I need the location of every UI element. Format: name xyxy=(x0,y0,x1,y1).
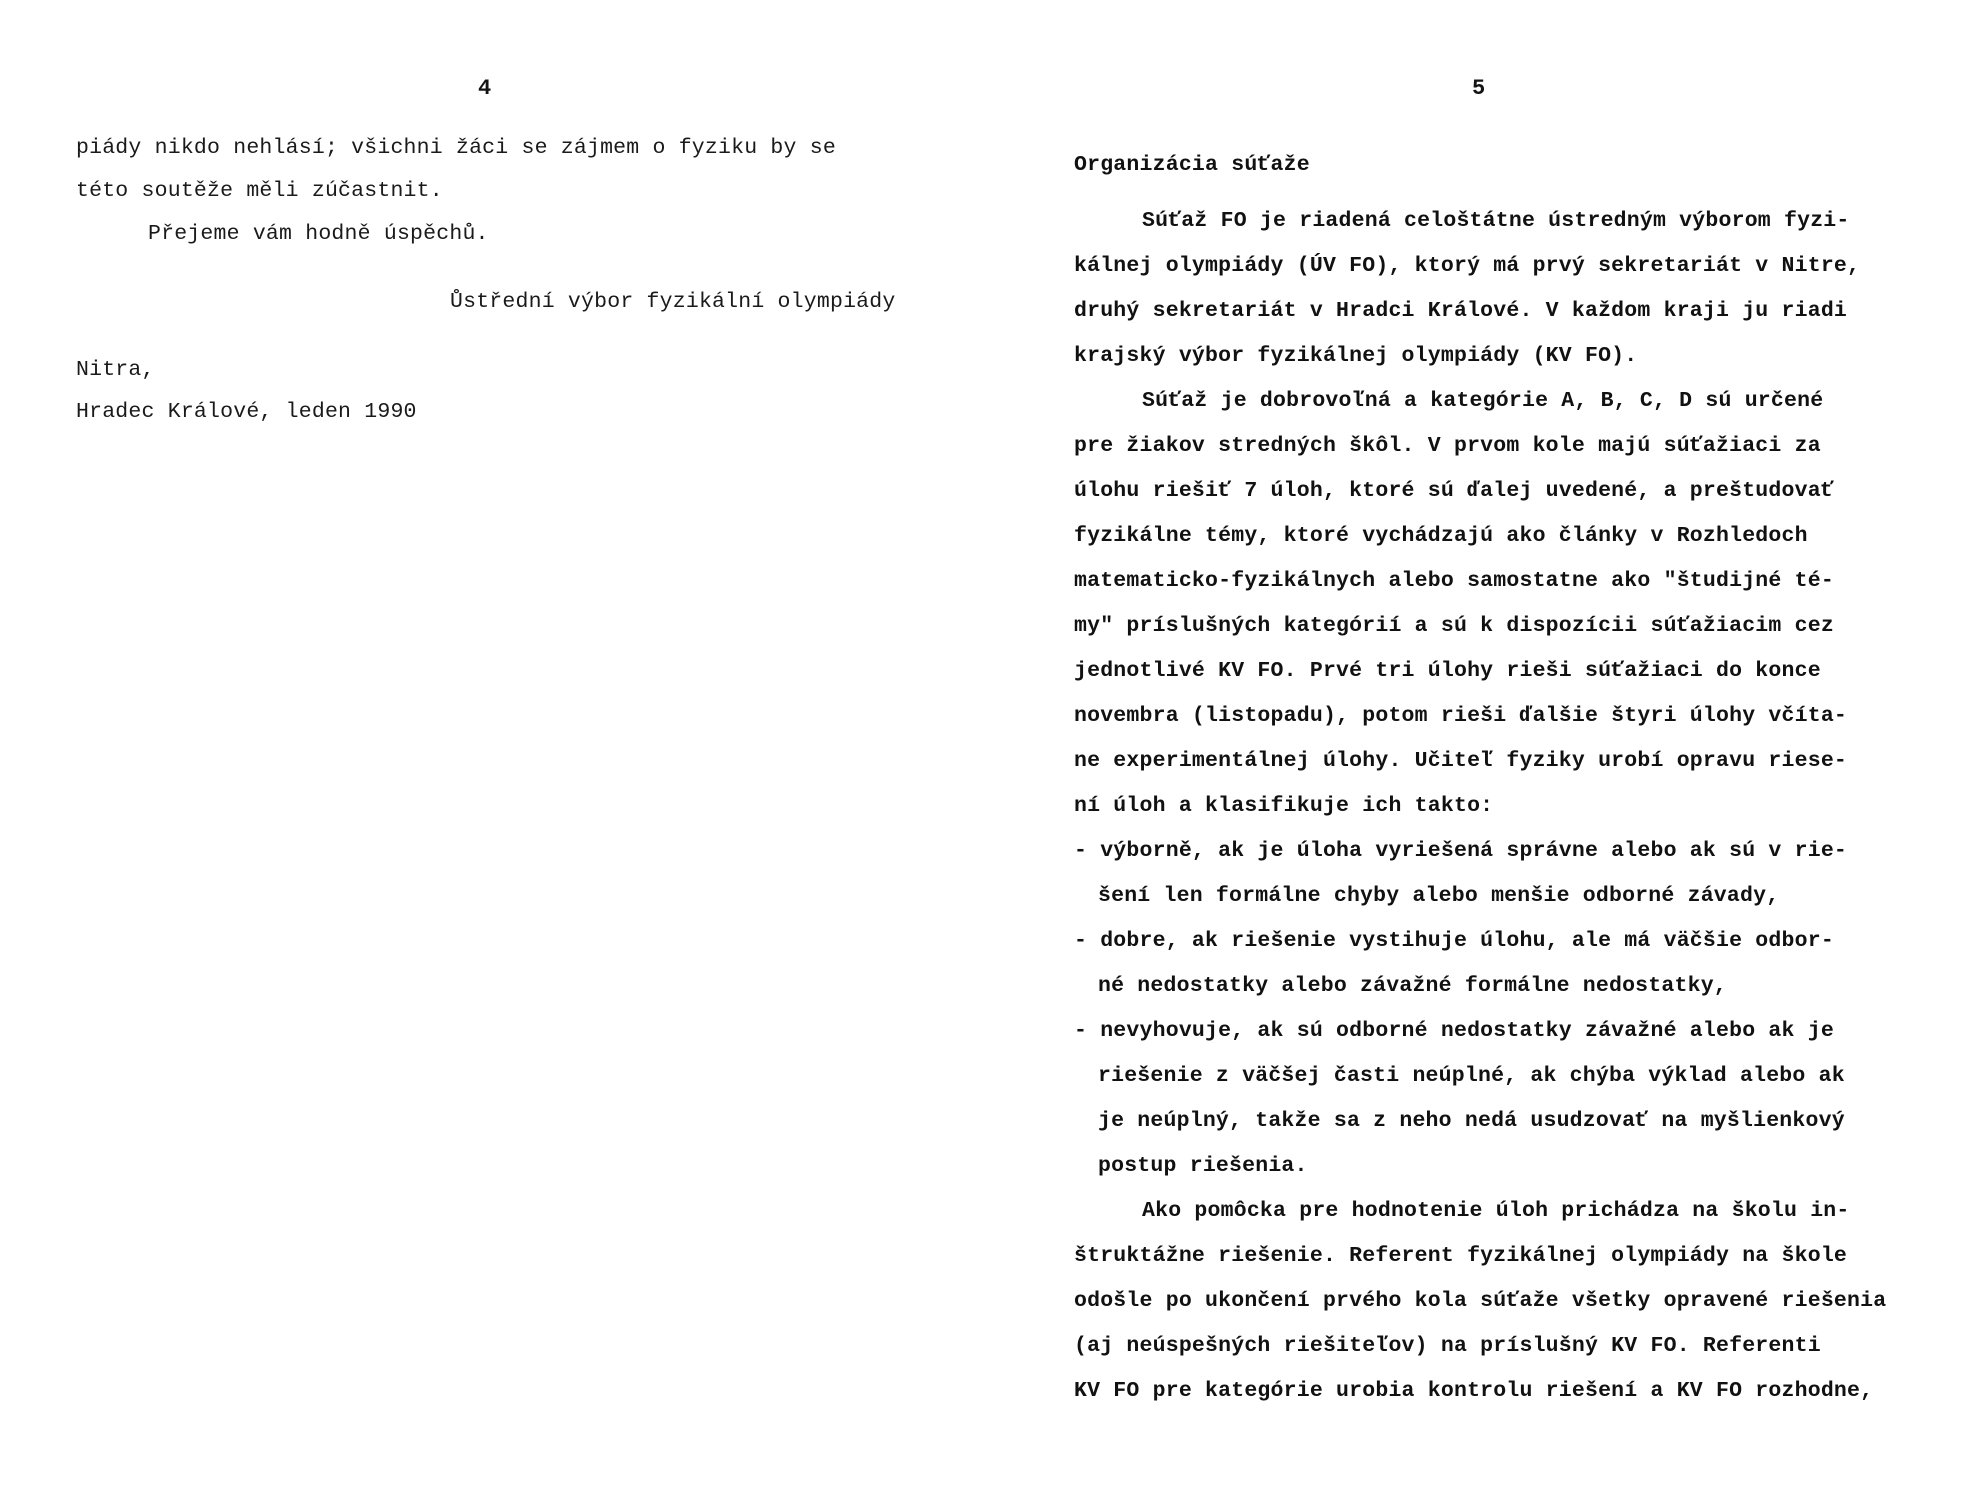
right-line-10: my" príslušných kategórií a sú k dispozícii súťažiacim cez xyxy=(1074,614,1834,638)
right-line-8: fyzikálne témy, ktoré vychádzajú ako články v Rozhledoch xyxy=(1074,524,1808,548)
bullet-fail-line-3: je neúplný, takže sa z neho nedá usudzovať na myšlienkový xyxy=(1098,1109,1845,1133)
right-line-27: KV FO pre kategórie urobia kontrolu riešení a KV FO rozhodne, xyxy=(1074,1379,1874,1403)
right-line-1: Súťaž FO je riadená celoštátne ústredným výborom fyzi- xyxy=(1142,209,1850,233)
right-line-3: druhý sekretariát v Hradci Králové. V každom kraji ju riadi xyxy=(1074,299,1848,323)
page-number-right: 5 xyxy=(1472,76,1486,101)
left-line-3: Přejeme vám hodně úspěchů. xyxy=(148,222,489,246)
right-line-12: novembra (listopadu), potom rieši ďalšie štyri úlohy včíta- xyxy=(1074,704,1848,728)
right-page xyxy=(990,0,1980,1500)
right-line-11: jednotlivé KV FO. Prvé tri úlohy rieši súťažiaci do konce xyxy=(1074,659,1821,683)
left-line-1: piády nikdo nehlásí; všichni žáci se zájmem o fyziku by se xyxy=(76,136,836,160)
right-line-9: matematicko-fyzikálnych alebo samostatne ako "študijné té- xyxy=(1074,569,1834,593)
right-line-13: ne experimentálnej úlohy. Učiteľ fyziky urobí opravu riese- xyxy=(1074,749,1848,773)
bullet-fail-line-4: postup riešenia. xyxy=(1098,1154,1308,1178)
right-line-5: Súťaž je dobrovoľná a kategórie A, B, C, D sú určené xyxy=(1142,389,1824,413)
right-line-2: kálnej olympiády (ÚV FO), ktorý má prvý sekretariát v Nitre, xyxy=(1074,254,1861,278)
bullet-excellent-line-2: šení len formálne chyby alebo menšie odborné závady, xyxy=(1098,884,1780,908)
bullet-excellent-line-1: - výborně, ak je úloha vyriešená správne alebo ak sú v rie- xyxy=(1074,839,1848,863)
right-line-14: ní úloh a klasifikuje ich takto: xyxy=(1074,794,1494,818)
place-line-1: Nitra, xyxy=(76,358,155,382)
page-number-left: 4 xyxy=(478,76,492,101)
right-line-6: pre žiakov stredných škôl. V prvom kole majú súťažiaci za xyxy=(1074,434,1821,458)
right-line-25: odošle po ukončení prvého kola súťaže všetky opravené riešenia xyxy=(1074,1289,1887,1313)
right-line-26: (aj neúspešných riešiteľov) na príslušný KV FO. Referenti xyxy=(1074,1334,1821,1358)
left-line-2: této soutěže měli zúčastnit. xyxy=(76,179,443,203)
bullet-good-line-2: né nedostatky alebo závažné formálne nedostatky, xyxy=(1098,974,1727,998)
section-title: Organizácia súťaže xyxy=(1074,153,1310,177)
right-line-23: Ako pomôcka pre hodnotenie úloh prichádza na školu in- xyxy=(1142,1199,1850,1223)
right-line-7: úlohu riešiť 7 úloh, ktoré sú ďalej uvedené, a preštudovať xyxy=(1074,479,1834,503)
bullet-fail-line-1: - nevyhovuje, ak sú odborné nedostatky závažné alebo ak je xyxy=(1074,1019,1834,1043)
place-date-line: Hradec Králové, leden 1990 xyxy=(76,400,417,424)
bullet-fail-line-2: riešenie z väčšej časti neúplné, ak chýba výklad alebo ak xyxy=(1098,1064,1845,1088)
right-line-24: štruktážne riešenie. Referent fyzikálnej olympiády na škole xyxy=(1074,1244,1848,1268)
bullet-good-line-1: - dobre, ak riešenie vystihuje úlohu, ale má väčšie odbor- xyxy=(1074,929,1834,953)
signature-line: Ůstřední výbor fyzikální olympiády xyxy=(450,290,896,314)
right-line-4: krajský výbor fyzikálnej olympiády (KV FO). xyxy=(1074,344,1638,368)
